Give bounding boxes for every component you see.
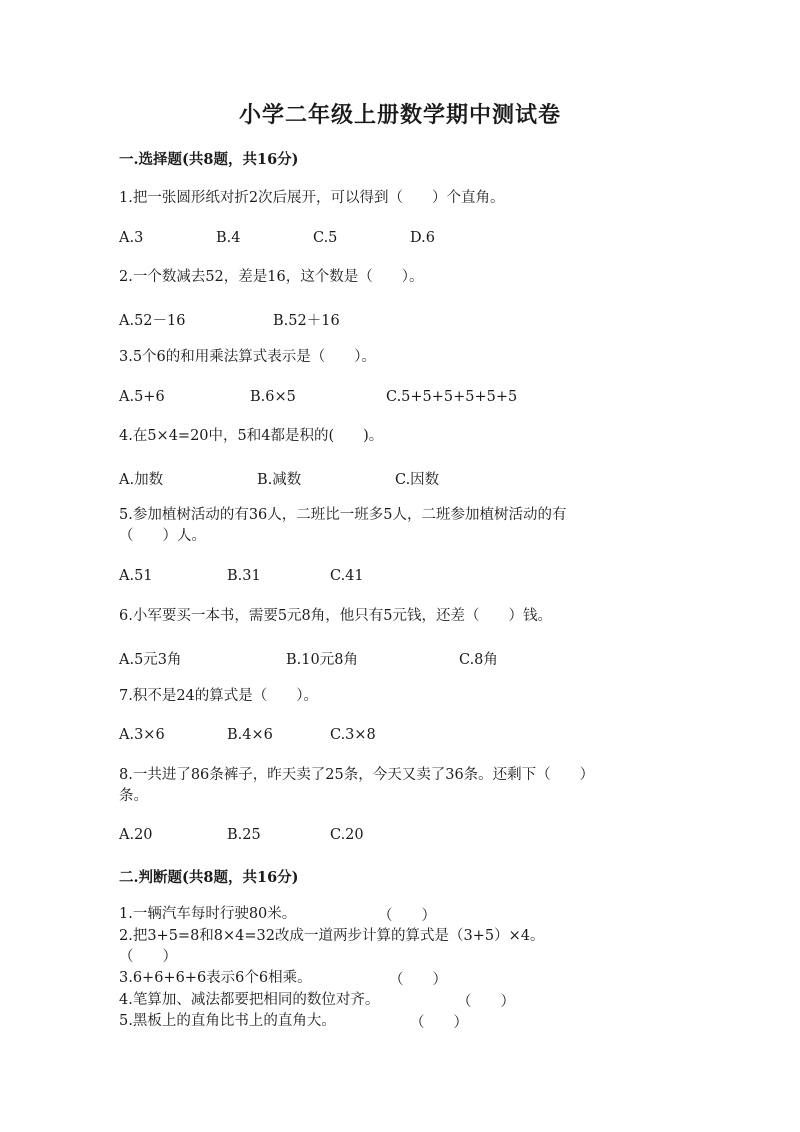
judgement-4-paren: （ ） xyxy=(457,994,515,1010)
question-8-continued: 条。 xyxy=(119,788,148,804)
q1-option-d: D.6 xyxy=(410,230,435,246)
q8-option-a: A.20 xyxy=(119,827,153,843)
q6-option-c: C.8角 xyxy=(459,652,498,668)
q1-option-c: C.5 xyxy=(313,230,338,246)
judgement-1-paren: （ ） xyxy=(378,908,436,924)
q5-option-b: B.31 xyxy=(227,568,261,584)
q7-option-b: B.4×6 xyxy=(227,727,273,743)
judgement-3: 3.6+6+6+6表示6个6相乘。 xyxy=(119,970,312,986)
q1-option-a: A.3 xyxy=(119,230,144,246)
q3-option-c: C.5+5+5+5+5+5 xyxy=(386,389,518,405)
q5-option-c: C.41 xyxy=(330,568,364,584)
q7-option-a: A.3×6 xyxy=(119,727,165,743)
judgement-3-paren: （ ） xyxy=(389,972,447,988)
judgement-1 xyxy=(119,904,296,925)
section-header-judgement: 二.判断题(共8题，共16分) xyxy=(119,869,299,886)
q2-option-a: A.52－16 xyxy=(119,313,186,329)
question-2: 2.一个数减去52，差是16，这个数是（ ）。 xyxy=(119,269,424,285)
q4-option-b: B.减数 xyxy=(257,472,302,488)
question-5-continued: （ ）人。 xyxy=(119,528,206,544)
question-4: 4.在5×4=20中，5和4都是积的( )。 xyxy=(119,428,384,444)
judgement-1-text: 1.一辆汽车每时行驶80米。 xyxy=(119,906,297,922)
q4-option-a: A.加数 xyxy=(119,472,164,488)
q1-option-b: B.4 xyxy=(216,230,241,246)
q7-option-c: C.3×8 xyxy=(330,727,376,743)
q3-option-b: B.6×5 xyxy=(250,389,296,405)
judgement-4: 4.笔算加、减法都要把相同的数位对齐。 xyxy=(119,992,380,1008)
q3-option-a: A.5+6 xyxy=(119,389,165,405)
judgement-2: 2.把3+5=8和8×4=32改成一道两步计算的算式是（3+5）×4。 xyxy=(119,928,545,944)
q6-option-b: B.10元8角 xyxy=(286,652,358,668)
q6-option-a: A.5元3角 xyxy=(119,652,182,668)
question-6: 6.小军要买一本书，需要5元8角，他只有5元钱，还差（ ）钱。 xyxy=(119,608,553,624)
q8-option-c: C.20 xyxy=(330,827,364,843)
judgement-2-paren: （ ） xyxy=(119,949,177,965)
question-5: 5.参加植树活动的有36人，二班比一班多5人，二班参加植树活动的有 xyxy=(119,507,567,523)
section-header-choice: 一.选择题(共8题，共16分) xyxy=(119,151,299,168)
question-3: 3.5个6的和用乘法算式表示是（ ）。 xyxy=(119,349,377,365)
page-title: 小学二年级上册数学期中测试卷 xyxy=(238,102,561,128)
question-8: 8.一共进了86条裤子，昨天卖了25条，今天又卖了36条。还剩下（ ） xyxy=(119,767,595,783)
q5-option-a: A.51 xyxy=(119,568,153,584)
judgement-5: 5.黑板上的直角比书上的直角大。 xyxy=(119,1013,336,1029)
question-1: 1.把一张圆形纸对折2次后展开，可以得到（ ）个直角。 xyxy=(119,190,505,206)
judgement-5-paren: （ ） xyxy=(410,1015,468,1031)
q4-option-c: C.因数 xyxy=(395,472,440,488)
q8-option-b: B.25 xyxy=(227,827,261,843)
q2-option-b: B.52＋16 xyxy=(273,313,340,329)
question-7: 7.积不是24的算式是（ ）。 xyxy=(119,688,319,704)
